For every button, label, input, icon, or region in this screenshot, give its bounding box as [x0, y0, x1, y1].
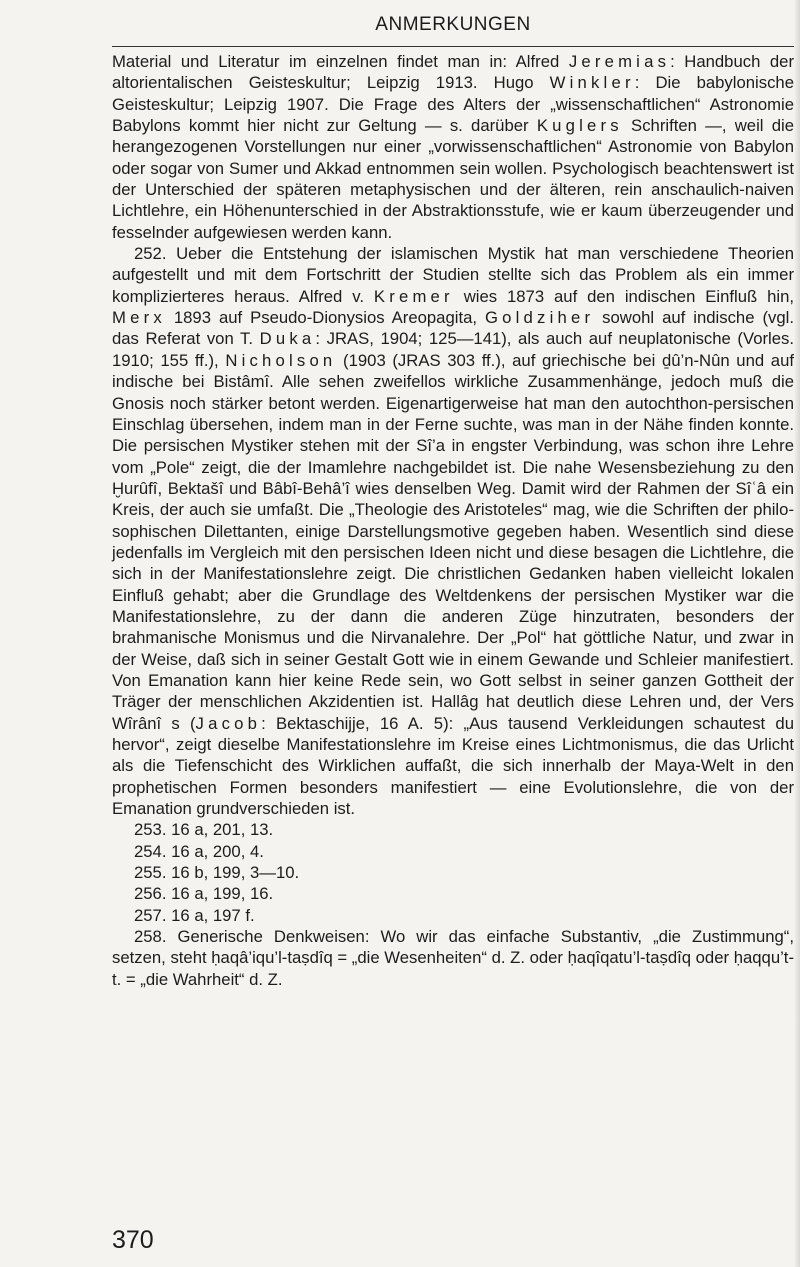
note-254: 254. 16 a, 200, 4. [134, 841, 264, 861]
spaced-author-name: Goldziher [484, 308, 595, 328]
book-page [112, 0, 798, 1267]
note-256: 256. 16 a, 199, 16. [134, 884, 274, 904]
spaced-author-name: Kuglers [536, 116, 623, 136]
note-258: 258. Generische Denkweisen: Wo wir das einfache Substantiv, „die Zustimmung“, setzen, steht ḥaqâ’iqu’l-taṣdîq = „die Wesenheiten“ d. Z. oder ḥaqîqatu’l-taṣdîq oder ḥaqqu’t-t. = „die Wahrheit“ d. Z. [112, 927, 794, 989]
paragraph-continuation [112, 51, 794, 243]
text-run: (1903 (JRAS 303 ff.), auf griechische bei ḏû’n-Nûn und auf indische bei Bistâmî. Alle sehen zweifellos wirkliche Zusammenhänge, jedoch muß die Gnosis noch stärker betont werden. Eigenartigerweise hat man den autochthon-persischen Einschlag übersehen, indem man in der Ferne suchte, was man in der Nähe finden konnte. Die persischen Mystiker stehen mit der Sî’a in engster Verbindung, was schon ihre Lehre vom „Pole“ zeigt, die der Imamlehre nachgebildet ist. Die nahe Wesensbeziehung zu den Ḫurûfî, Bektašî und Bâbî-Behâ’î wies denselben Weg. Damit wird der Rahmen der Sîʿâ ein Kreis, der auch sie umfaßt. Die „Theologie des Aristoteles“ mag, wie die Schriften der philosophischen Dilettanten, einige Darstellungsmotive gegeben haben. Wesentlich sind diese jedenfalls im Vergleich mit den persischen Ideen nicht und diese besagen die Lichtlehre, die sich in der Manifestationslehre zeigt. Die christlichen Gedanken haben vielleicht lokalen Einfluß gehabt; aber die Grundlage des Weltdenkens der persischen Mystiker war die Manifestationslehre, zu der dann die anderen Züge hinzutraten, besonders der brahmanische Monismus und die Nirvanalehre. Der „Pol“ hat göttliche Natur, und zwar in der Weise, daß sich in seiner Gestalt Gott wie in einem Gewande und Schleier manifestiert. Von Emanation kann hier keine Rede sein, wo Gott selbst in seiner ganzen Gottheit der Träger der menschlichen Akzidentien ist. Hallâg hat deutlich diese Lehren und, der Vers Wîrânî s ( [112, 350, 794, 733]
running-head: ANMERKUNGEN [375, 14, 531, 35]
text-run: : Die babylonische Geisteskultur; Leipzig 1907. Die Frage des Alters der „wissenschaftlichen“ Astronomie Babylons kommt hier nicht zur Geltung — s. darüber [112, 73, 794, 136]
text-run: Material und Literatur im einzelnen findet man in: Alfred [112, 52, 569, 71]
page-number: 370 [112, 1226, 154, 1254]
notes-text [112, 51, 794, 990]
text-run: sowohl auf indische (vgl. das Referat von T. [112, 308, 794, 349]
text-run: : Handbuch der altorientalischen Geisteskultur; Leipzig 1913. Hugo [112, 52, 795, 93]
text-run: : Bektaschijje, 16 A. 5): „Aus tausend Verkleidungen schautest du hervor“, zeigt dieselbe Manifestationslehre im Kreise eines Lichtmonismus, die das Urlicht als die Tiefenschicht des Wirklichen auffaßt, die sich innerhalb der Maya-Welt in den prophetischen Formen besonders manifestiert — eine Evolutionslehre, die von der Emanation grundverschieden ist. [112, 713, 794, 819]
text-run: : JRAS, 1904; 125—141), als auch auf neuplatonische (Vorles. 1910; 155 ff.), [112, 329, 794, 370]
text-run: wies 1873 auf den indischen Einfluß hin, [453, 286, 795, 306]
note-252 [112, 243, 794, 819]
text-run: Schriften —, weil die herangezogenen Vorstellungen nur einer „vorwissenschaftlichen“ Astronomie von Babylon oder sogar von Sumer und Akkad entnommen sein wollen. Psychologisch beachtenswert ist der Unterschied der späteren metaphysischen und der älteren, rein anschaulich-naiven Lichtlehre, ein Höhenunterschied in der Abstraktionsstufe, wie er kaum überzeugender und fesselnder aufgewiesen werden kann. [112, 116, 794, 242]
spaced-author-name: Nicholson [225, 350, 337, 370]
spaced-author-name: Winkler [549, 73, 635, 93]
spaced-author-name: Kremer [373, 286, 454, 306]
note-253: 253. 16 a, 201, 13. [134, 820, 274, 840]
text-run: 1893 auf Pseudo-Dionysios Areopagita, [165, 308, 485, 328]
note-255: 255. 16 b, 199, 3—10. [134, 863, 300, 883]
spaced-author-name: Jacob [195, 713, 262, 733]
spaced-author-name: Jeremias [568, 52, 671, 71]
text-run: 252. Ueber die Entstehung der islamischen Mystik hat man verschiedene Theorien aufgestellt und mit dem Fortschritt der Studien stellte sich das Problem als ein immer komplizierteres heraus. Alfred v. [112, 244, 794, 306]
note-257: 257. 16 a, 197 f. [134, 905, 255, 925]
spaced-author-name: Duka [259, 329, 316, 349]
spaced-author-name: Merx [112, 308, 166, 328]
page-edge-shadow [794, 0, 800, 1267]
header-rule [112, 46, 794, 47]
